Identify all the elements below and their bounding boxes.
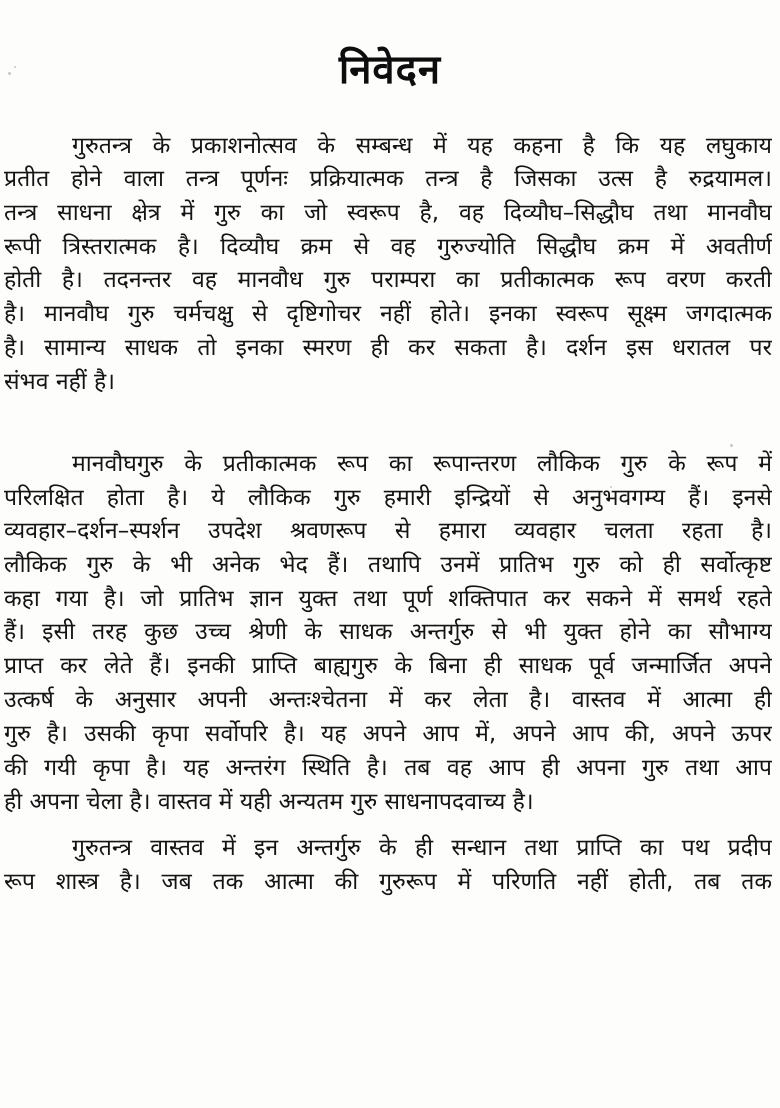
text-line: होती है। तदनन्तर वह मानवौध गुरु पराम्परा का प्रतीकात्मक रूप वरण करती (4, 267, 772, 293)
text-line: की गयी कृपा है। यह अन्तरंग स्थिति है। तब वह आप ही अपना गुरु तथा आप (4, 755, 772, 781)
scan-speck (730, 444, 733, 447)
text-line: संभव नहीं है। (4, 369, 115, 395)
text-line: गुरुतन्त्र वास्तव में इन अन्तर्गुरु के ही सन्धान तथा प्राप्ति का पथ प्रदीप (72, 835, 772, 861)
text-line: प्रतीत होने वाला तन्त्र पूर्णनः प्रक्रियात्मक तन्त्र है जिसका उत्स है रुद्रयामल। (4, 166, 772, 192)
text-line: ही अपना चेला है। वास्तव में यही अन्यतम गुरु साधनापदवाच्य है। (4, 789, 534, 815)
text-line: रूप शास्त्र है। जब तक आत्मा की गुरुरूप में परिणति नहीं होती, तब तक (4, 869, 772, 895)
text-line: कहा गया है। जो प्रातिभ ज्ञान युक्त तथा पूर्ण शक्तिपात कर सकने में समर्थ रहते (4, 586, 772, 612)
text-line: तन्त्र साधना क्षेत्र में गुरु का जो स्वरूप है, वह दिव्यौघ–सिद्धौघ तथा मानवौघ (4, 200, 772, 226)
text-line: मानवौघगुरु के प्रतीकात्मक रूप का रूपान्तरण लौकिक गुरु के रूप में (72, 451, 772, 477)
text-line: रूपी त्रिस्तरात्मक है। दिव्यौघ क्रम से वह गुरुज्योति सिद्धौघ क्रम में अवतीर्ण (4, 234, 772, 260)
text-line: हैं। इसी तरह कुछ उच्च श्रेणी के साधक अन्तर्गुरु से भी युक्त होने का सौभाग्य (4, 619, 772, 645)
text-line: गुरु है। उसकी कृपा सर्वोपरि है। यह अपने आप में, अपने आप की, अपने ऊपर (4, 721, 772, 747)
text-line: प्राप्त कर लेते हैं। इनकी प्राप्ति बाह्यगुरु के बिना ही साधक पूर्व जन्मार्जित अपने (4, 653, 772, 679)
text-line: है। सामान्य साधक तो इनका स्मरण ही कर सकता है। दर्शन इस धरातल पर (4, 335, 772, 361)
text-line: उत्कर्ष के अनुसार अपनी अन्तःश्चेतना में कर लेता है। वास्तव में आत्मा ही (4, 687, 772, 713)
text-line: गुरुतन्त्र के प्रकाशनोत्सव के सम्बन्ध में यह कहना है कि यह लघुकाय (72, 133, 772, 159)
text-line: व्यवहार–दर्शन–स्पर्शन उपदेश श्रवणरूप से हमारा व्यवहार चलता रहता है। (4, 518, 772, 544)
text-line: परिलक्षित होता है। ये लौकिक गुरु हमारी इन्द्रियों से अनुभवगम्य हैं। इनसे (4, 485, 772, 511)
page-title: निवेदन (338, 47, 442, 93)
text-line: लौकिक गुरु के भी अनेक भेद हैं। तथापि उनमें प्रातिभ गुरु को ही सर्वोत्कृष्ट (4, 552, 772, 578)
text-line: है। मानवौघ गुरु चर्मचक्षु से दृष्टिगोचर नहीं होते। इनका स्वरूप सूक्ष्म जगदात्मक (4, 301, 772, 327)
